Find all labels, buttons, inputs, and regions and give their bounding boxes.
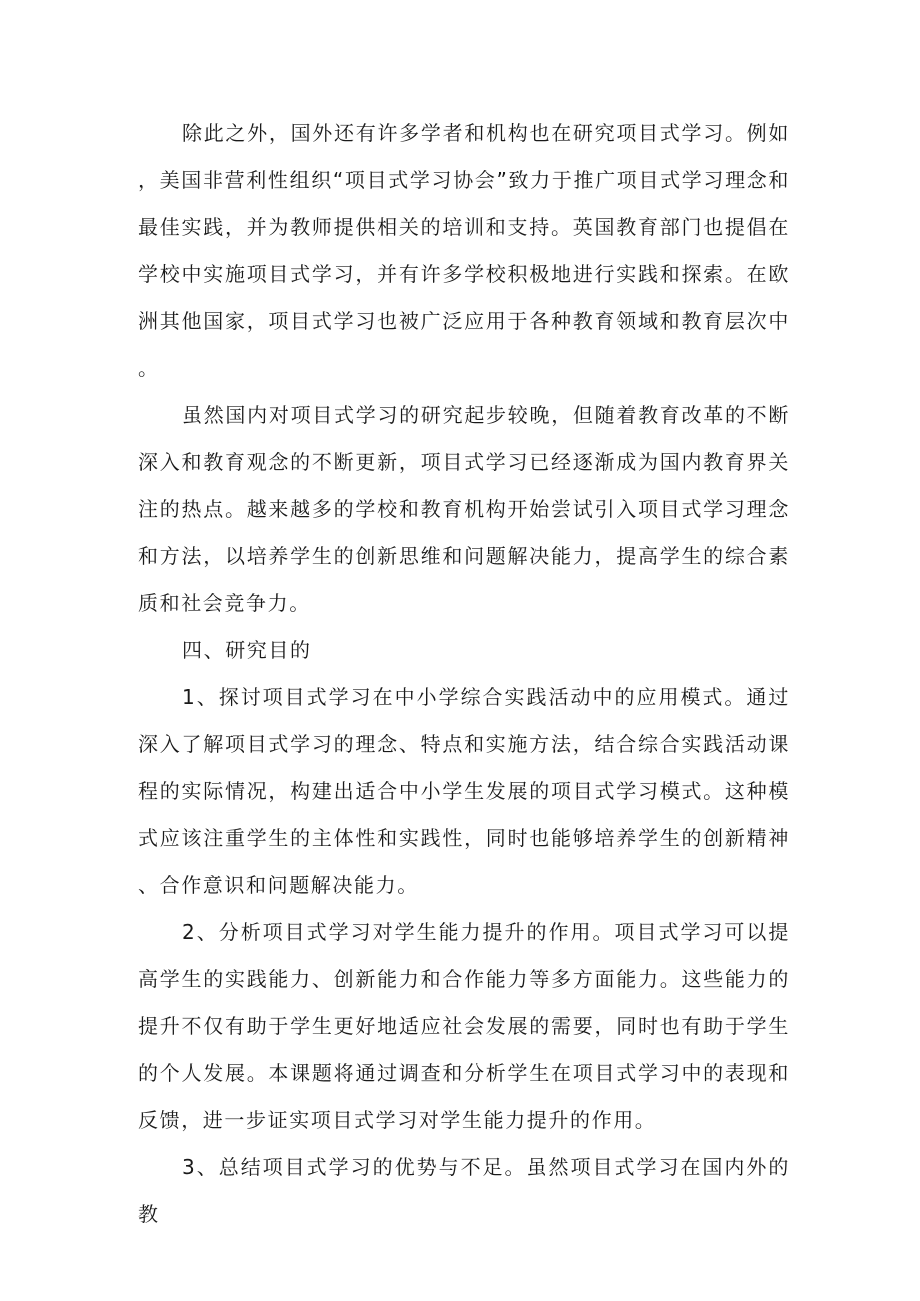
- paragraph-overseas-research: 除此之外，国外还有许多学者和机构也在研究项目式学习。例如，美国非营利性组织“项目式学习协会”致力于推广项目式学习理念和最佳实践，并为教师提供相关的培训和支持。英国教育部门也提倡在学校中实施项目式学习，并有许多学校积极地进行实践和探索。在欧洲其他国家，项目式学习也被广泛应用于各种教育领域和教育层次中。: [138, 121, 790, 380]
- section-heading: 四、研究目的: [182, 638, 312, 662]
- document-body: [138, 110, 790, 1238]
- objective-1: 1、探讨项目式学习在中小学综合实践活动中的应用模式。通过深入了解项目式学习的理念、特点和实施方法，结合综合实践活动课程的实际情况，构建出适合中小学生发展的项目式学习模式。这种模式应该注重学生的主体性和实践性，同时也能够培养学生的创新精神、合作意识和问题解决能力。: [138, 685, 790, 897]
- objective-2: 2、分析项目式学习对学生能力提升的作用。项目式学习可以提高学生的实践能力、创新能力和合作能力等多方面能力。这些能力的提升不仅有助于学生更好地适应社会发展的需要，同时也有助于学生的个人发展。本课题将通过调查和分析学生在项目式学习中的表现和反馈，进一步证实项目式学习对学生能力提升的作用。: [138, 920, 790, 1132]
- paragraph-domestic-research: 虽然国内对项目式学习的研究起步较晚，但随着教育改革的不断深入和教育观念的不断更新，项目式学习已经逐渐成为国内教育界关注的热点。越来越多的学校和教育机构开始尝试引入项目式学习理念和方法，以培养学生的创新思维和问题解决能力，提高学生的综合素质和社会竞争力。: [138, 403, 790, 615]
- objective-3: 3、总结项目式学习的优势与不足。虽然项目式学习在国内外的教: [138, 1155, 790, 1226]
